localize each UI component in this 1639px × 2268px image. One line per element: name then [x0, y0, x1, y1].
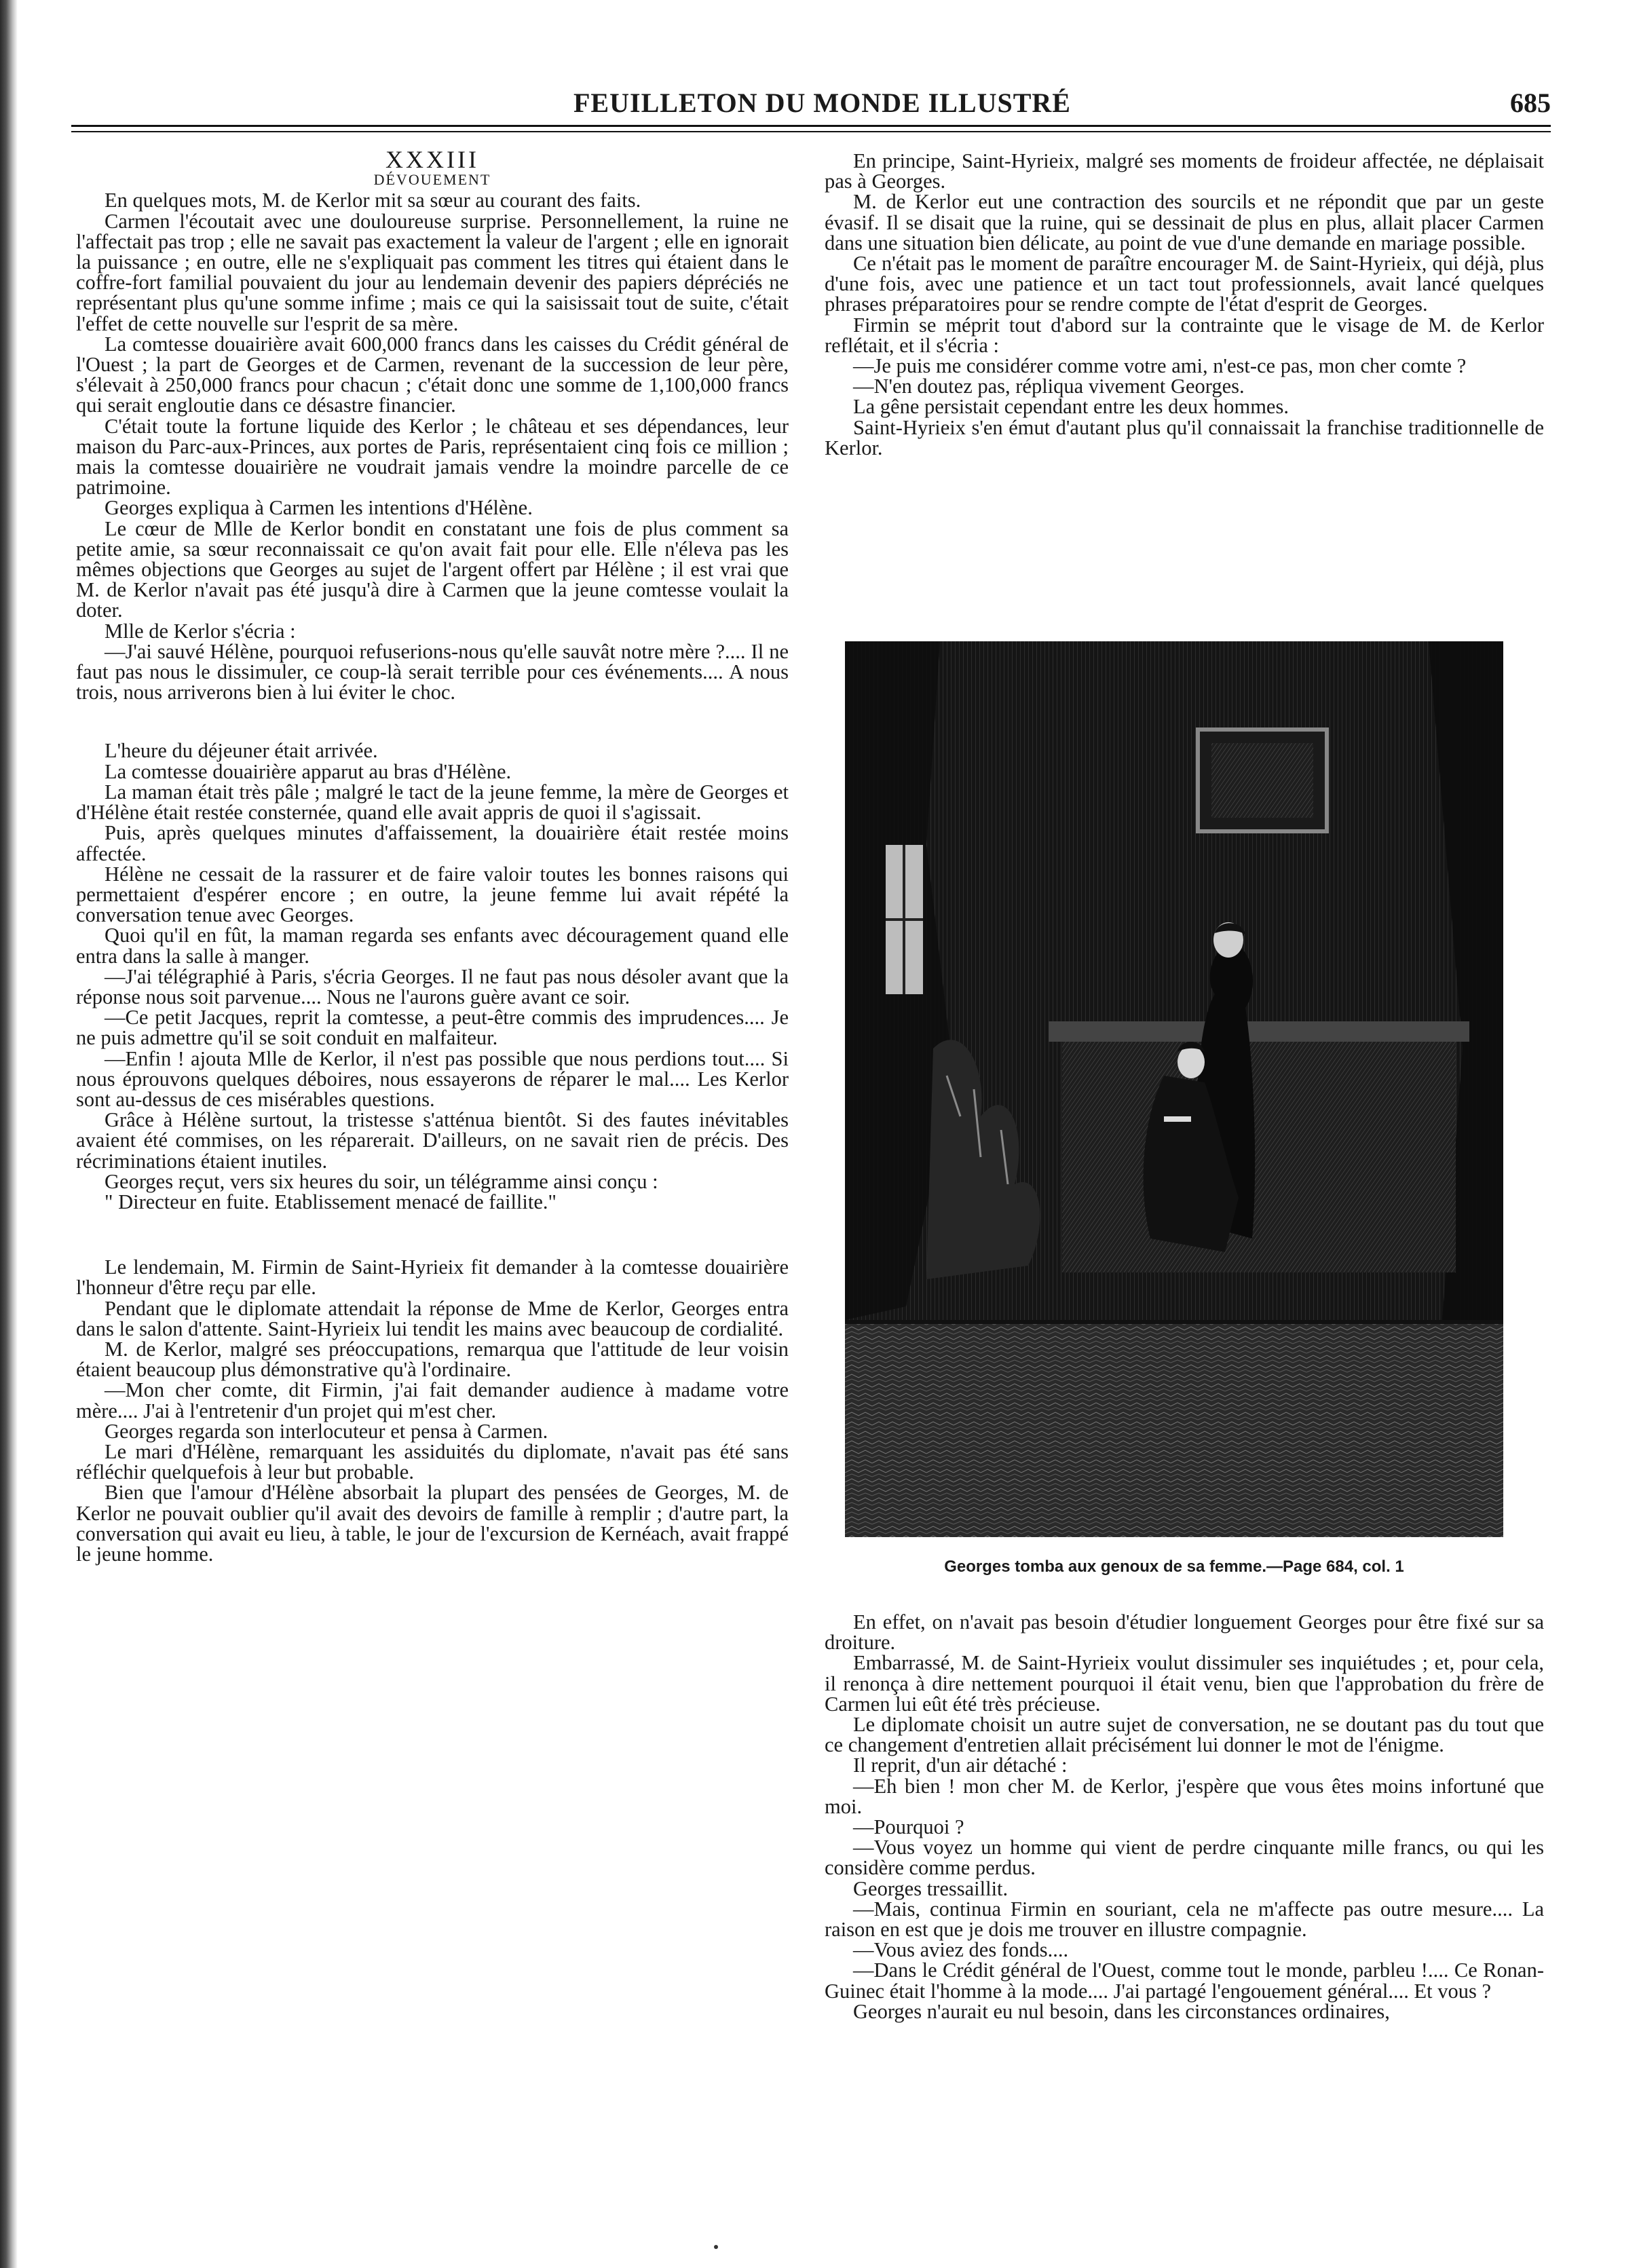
right-column-top: [825, 151, 1544, 458]
paragraph: Quoi qu'il en fût, la maman regarda ses enfants avec découragement quand elle entra dans la salle à manger.: [76, 924, 789, 968]
paragraph: Saint-Hyrieix s'en émut d'autant plus qu'il connaissait la franchise traditionnelle de Kerlor.: [825, 415, 1544, 459]
paragraph: Ce n'était pas le moment de paraître encourager M. de Saint-Hyrieix, qui déjà, plus d'une fois, avec une patience et un tact tout professionnels, avait lancé quelques phrases préparatoires pour se rendre compte de l'état d'esprit de Georges.: [825, 252, 1544, 316]
chapter-title: DÉVOUEMENT: [373, 171, 491, 189]
paragraph: —J'ai sauvé Hélène, pourquoi refuserions-nous qu'elle sauvât notre mère ?.... Il ne faut pas nous le dissimuler, ce coup-là serait terrible pour ces événements.... A nous trois, nous arriverons bien à lui éviter le choc.: [76, 639, 789, 704]
paragraph: La gêne persistait cependant entre les deux hommes.: [853, 395, 1289, 419]
paragraph: M. de Kerlor, malgré ses préoccupations, remarqua que l'attitude de leur voisin étaient beaucoup plus démonstrative qu'à l'ordinaire.: [76, 1337, 789, 1382]
paragraph: Le lendemain, M. Firmin de Saint-Hyrieix fit demander à la comtesse douairière l'honneur d'être reçu par elle.: [76, 1255, 789, 1300]
paragraph: En quelques mots, M. de Kerlor mit sa sœur au courant des faits.: [105, 189, 641, 212]
paragraph: Mlle de Kerlor s'écria :: [105, 619, 296, 643]
paragraph: La maman était très pâle ; malgré le tact de la jeune femme, la mère de Georges et d'Hélène était restée consternée, quand elle avait appris de quoi il s'agissait.: [76, 780, 789, 825]
paragraph: Il reprit, d'un air détaché :: [853, 1754, 1068, 1777]
paragraph: —Enfin ! ajouta Mlle de Kerlor, il n'est pas possible que nous perdions tout.... Si nous éprouvons quelques déboires, nous essayerons de réparer le mal.... Les Kerlor sont au-dessus de ces misérables questions.: [76, 1046, 789, 1111]
telegram-text: " Directeur en fuite. Etablissement menacé de faillite.": [105, 1190, 557, 1213]
paragraph: La comtesse douairière avait 600,000 francs dans les caisses du Crédit général de l'Ouest ; la part de Georges et de Carmen, revenant de la succession de leur père, s'élevait à 250,000 francs pour chacun ; c'était donc une somme de 1,100,000 francs qui serait engloutie dans ce désastre financier.: [76, 332, 789, 417]
page-number: 685: [1510, 88, 1551, 118]
paragraph: —Mais, continua Firmin en souriant, cela ne m'affecte pas outre mesure.... La raison en est que je dois me trouver en illustre compagnie.: [825, 1897, 1544, 1942]
illustration-caption: Georges tomba aux genoux de sa femme.—Page 684, col. 1: [944, 1557, 1404, 1576]
paragraph: M. de Kerlor eut une contraction des sourcils et ne répondit que par un geste évasif. Il se disait que la ruine, qui se dessinait de plus en plus, allait placer Carmen dans une situation bien délicate, au point de vue d'une demande en mariage possible.: [825, 190, 1544, 254]
paragraph: En effet, on n'avait pas besoin d'étudier longuement Georges pour être fixé sur sa droiture.: [825, 1610, 1544, 1655]
paragraph: En principe, Saint-Hyrieix, malgré ses moments de froideur affectée, ne déplaisait pas à Georges.: [825, 149, 1544, 193]
paragraph: —Dans le Crédit général de l'Ouest, comme tout le monde, parbleu !.... Ce Ronan-Guinec était l'homme à la mode.... J'ai partagé l'engouement général.... Et vous ?: [825, 1959, 1544, 2003]
paragraph: —Je puis me considérer comme votre ami, n'est-ce pas, mon cher comte ?: [853, 354, 1467, 378]
paragraph: Bien que l'amour d'Hélène absorbait la plupart des pensées de Georges, M. de Kerlor ne pouvait oublier qu'il avait des devoirs de famille à remplir ; d'autre part, la conversation qui avait eu lieu, à table, le jour de l'excursion de Kernéach, avait frappé le jeune homme.: [76, 1481, 789, 1566]
paragraph: —Vous voyez un homme qui vient de perdre cinquante mille francs, ou qui les considère comme perdus.: [825, 1836, 1544, 1880]
paragraph: —Eh bien ! mon cher M. de Kerlor, j'espère que vous êtes moins infortuné que moi.: [825, 1774, 1544, 1818]
paragraph: Georges tressaillit.: [853, 1876, 1009, 1900]
paragraph: Le mari d'Hélène, remarquant les assiduités du diplomate, n'avait pas été sans réfléchir quelquefois à leur but probable.: [76, 1439, 789, 1484]
paragraph: Carmen l'écoutait avec une douloureuse surprise. Personnellement, la ruine ne l'affectait pas trop ; elle ne savait pas exactement la valeur de l'argent ; elle en ignorait la puissance ; en outre, elle ne s'expliquait pas comment les titres qui étaient dans le coffre-fort familial pouvaient du jour au lendemain devenir des papiers dépréciés ne représentant plus qu'une somme infime ; mais ce qui la saisissait tout de suite, c'était l'effet de cette nouvelle sur l'esprit de sa mère.: [76, 209, 789, 335]
paragraph: —Mon cher comte, dit Firmin, j'ai fait demander audience à madame votre mère.... J'ai à l'entretenir d'un projet qui m'est cher.: [76, 1378, 789, 1422]
paragraph: Puis, après quelques minutes d'affaissement, la douairière était restée moins affectée.: [76, 821, 789, 865]
print-mark: [714, 2245, 718, 2249]
paragraph: —N'en doutez pas, répliqua vivement Georges.: [853, 375, 1245, 398]
paragraph: Georges n'aurait eu nul besoin, dans les circonstances ordinaires,: [853, 1999, 1390, 2023]
header-title: FEUILLETON DU MONDE ILLUSTRÉ: [573, 88, 1071, 118]
paragraph: Hélène ne cessait de la rassurer et de faire valoir toutes les bonnes raisons qui permettaient d'espérer encore ; en outre, la jeune femme lui avait répété la conversation tenue avec Georges.: [76, 862, 789, 927]
engraving-illustration: [845, 641, 1503, 1537]
right-column-bottom: [825, 1612, 1544, 2022]
paragraph: —Ce petit Jacques, reprit la comtesse, a peut-être commis des imprudences.... Je ne puis admettre qu'il se soit conduit en malfaiteur.: [76, 1006, 789, 1050]
left-column: [76, 146, 789, 1566]
paragraph: —J'ai télégraphié à Paris, s'écria Georges. Il ne faut pas nous désoler avant que la réponse nous soit parvenue.... Nous ne l'aurons guère avant ce soir.: [76, 964, 789, 1008]
paragraph: —Pourquoi ?: [853, 1815, 964, 1839]
paragraph: Georges reçut, vers six heures du soir, un télégramme ainsi conçu :: [105, 1169, 658, 1193]
paragraph: Le cœur de Mlle de Kerlor bondit en constatant une fois de plus comment sa petite amie, sa sœur reconnaissait ce qu'on avait fait pour elle. Elle n'éleva pas les mêmes objections que Georges au sujet de l'argent offert par Hélène ; il est vrai que M. de Kerlor n'avait pas été jusqu'à dire à Carmen que la jeune comtesse voulait la doter.: [76, 516, 789, 622]
paragraph: Georges regarda son interlocuteur et pensa à Carmen.: [105, 1419, 548, 1443]
paragraph: Georges expliqua à Carmen les intentions d'Hélène.: [105, 496, 533, 520]
header-rule: [71, 125, 1551, 127]
paragraph: La comtesse douairière apparut au bras d'Hélène.: [105, 759, 512, 783]
chapter-number: XXXIII: [385, 146, 479, 173]
paragraph: Pendant que le diplomate attendait la réponse de Mme de Kerlor, Georges entra dans le salon d'attente. Saint-Hyrieix lui tendit les mains avec beaucoup de cordialité.: [76, 1296, 789, 1340]
page-header: [71, 87, 1551, 128]
paragraph: Le diplomate choisit un autre sujet de conversation, ne se doutant pas du tout que ce changement d'entretien allait précisément lui donner le mot de l'énigme.: [825, 1713, 1544, 1757]
header-rule-double: [71, 131, 1551, 132]
paragraph: —Vous aviez des fonds....: [853, 1938, 1069, 1962]
paragraph: Embarrassé, M. de Saint-Hyrieix voulut dissimuler ses inquiétudes ; et, pour cela, il renonça à dire nettement pourquoi il était venu, bien que l'approbation du frère de Carmen lui eût été très précieuse.: [825, 1651, 1544, 1716]
paragraph: L'heure du déjeuner était arrivée.: [105, 739, 378, 763]
scan-binding-edge: [0, 0, 18, 2268]
paragraph: C'était toute la fortune liquide des Kerlor ; le château et ses dépendances, leur maison du Parc-aux-Princes, aux portes de Paris, représentaient cinq fois ce million ; mais la comtesse douairière ne voudrait jamais vendre la moindre parcelle de ce patrimoine.: [76, 414, 789, 499]
paragraph: Grâce à Hélène surtout, la tristesse s'atténua bientôt. Si des fautes inévitables avaient été commises, on les réparerait. D'ailleurs, on ne savait rien de précis. Des récriminations étaient inutiles.: [76, 1108, 789, 1173]
paragraph: Firmin se méprit tout d'abord sur la contrainte que le visage de M. de Kerlor reflétait, et il s'écria :: [825, 313, 1544, 357]
engraving-image: [845, 641, 1503, 1537]
